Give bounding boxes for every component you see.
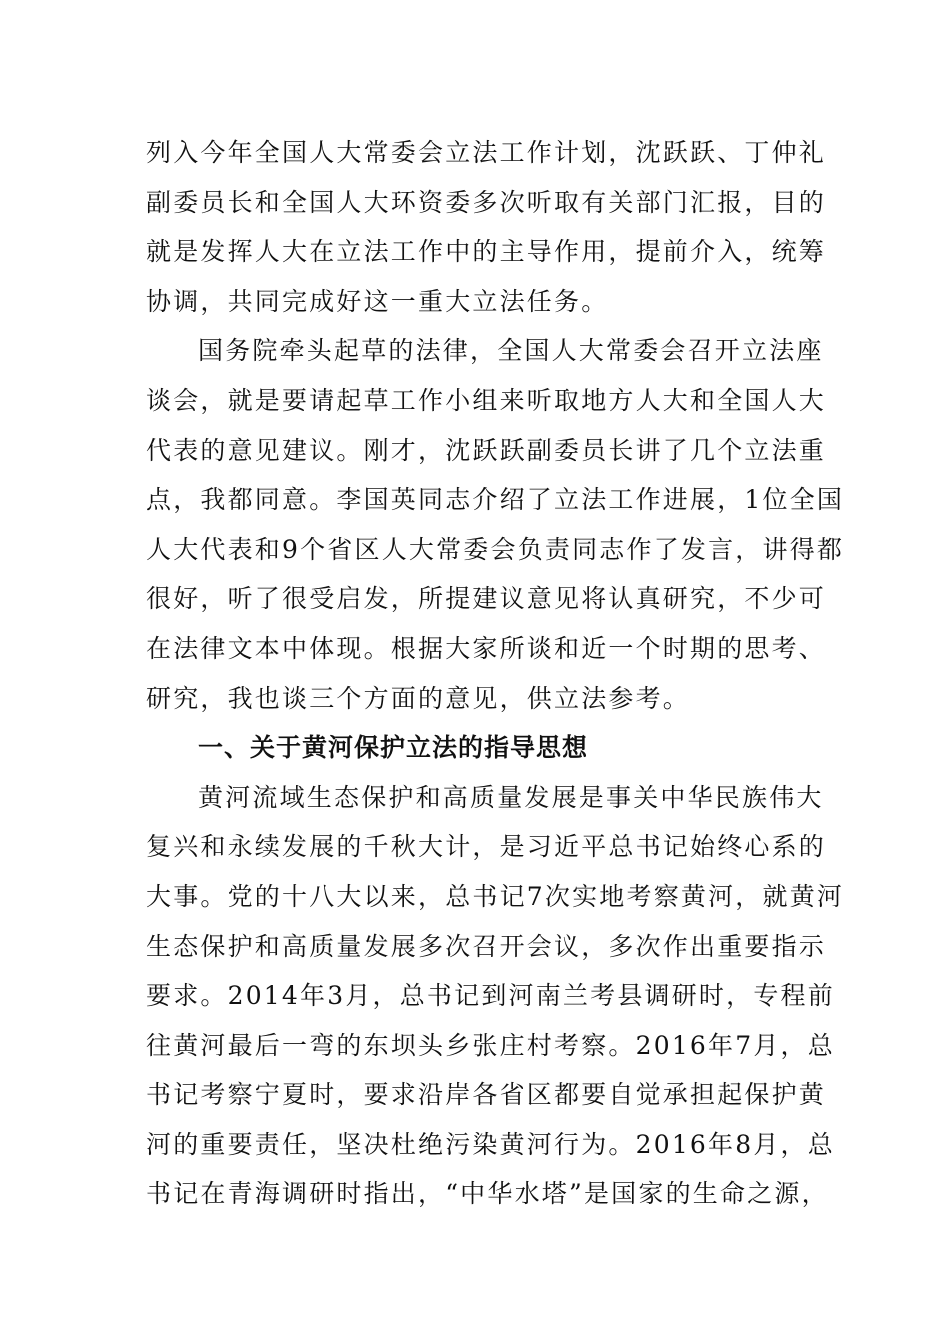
text-line: 代表的意见建议。刚才，沈跃跃副委员长讲了几个立法重 <box>146 435 827 465</box>
text-line: 人大代表和9个省区人大常委会负责同志作了发言，讲得都 <box>146 534 845 564</box>
text-line: 黄河流域生态保护和高质量发展是事关中华民族伟大 <box>198 782 824 812</box>
text-line: 就是发挥人大在立法工作中的主导作用，提前介入，统筹 <box>146 237 827 267</box>
text-line: 生态保护和高质量发展多次召开会议，多次作出重要指示 <box>146 931 827 961</box>
text-line: 列入今年全国人大常委会立法工作计划，沈跃跃、丁仲礼 <box>146 138 827 167</box>
text-line: 点，我都同意。李国英同志介绍了立法工作进展，1位全国 <box>146 485 845 515</box>
text-line: 研究，我也谈三个方面的意见，供立法参考。 <box>146 683 691 713</box>
section-heading <box>146 723 806 773</box>
text-line: 谈会，就是要请起草工作小组来听取地方人大和全国人大 <box>146 385 827 415</box>
text-line: 复兴和永续发展的千秋大计，是习近平总书记始终心系的 <box>146 832 827 862</box>
paragraph-symposium <box>146 326 845 723</box>
text-line: 书记考察宁夏时，要求沿岸各省区都要自觉承担起保护黄 <box>146 1080 827 1110</box>
text-line: 河的重要责任，坚决杜绝污染黄河行为。2016年8月，总 <box>146 1129 835 1159</box>
section-heading-text: 一、关于黄河保护立法的指导思想 <box>198 733 589 763</box>
text-line: 书记在青海调研时指出，“中华水塔”是国家的生命之源， <box>146 1179 829 1209</box>
document-body <box>146 128 845 1219</box>
text-line: 副委员长和全国人大环资委多次听取有关部门汇报，目的 <box>146 187 827 217</box>
text-line: 在法律文本中体现。根据大家所谈和近一个时期的思考、 <box>146 633 827 663</box>
text-line: 往黄河最后一弯的东坝头乡张庄村考察。2016年7月，总 <box>146 1030 835 1060</box>
paragraph-legislation-plan <box>146 128 827 326</box>
text-line: 要求。2014年3月，总书记到河南兰考县调研时，专程前 <box>146 981 835 1011</box>
text-line: 很好，听了很受启发，所提建议意见将认真研究，不少可 <box>146 584 827 614</box>
text-line: 大事。党的十八大以来，总书记7次实地考察黄河，就黄河 <box>146 881 845 911</box>
paragraph-yellow-river <box>146 773 845 1219</box>
text-line: 协调，共同完成好这一重大立法任务。 <box>146 286 609 316</box>
text-line: 国务院牵头起草的法律，全国人大常委会召开立法座 <box>198 336 824 366</box>
